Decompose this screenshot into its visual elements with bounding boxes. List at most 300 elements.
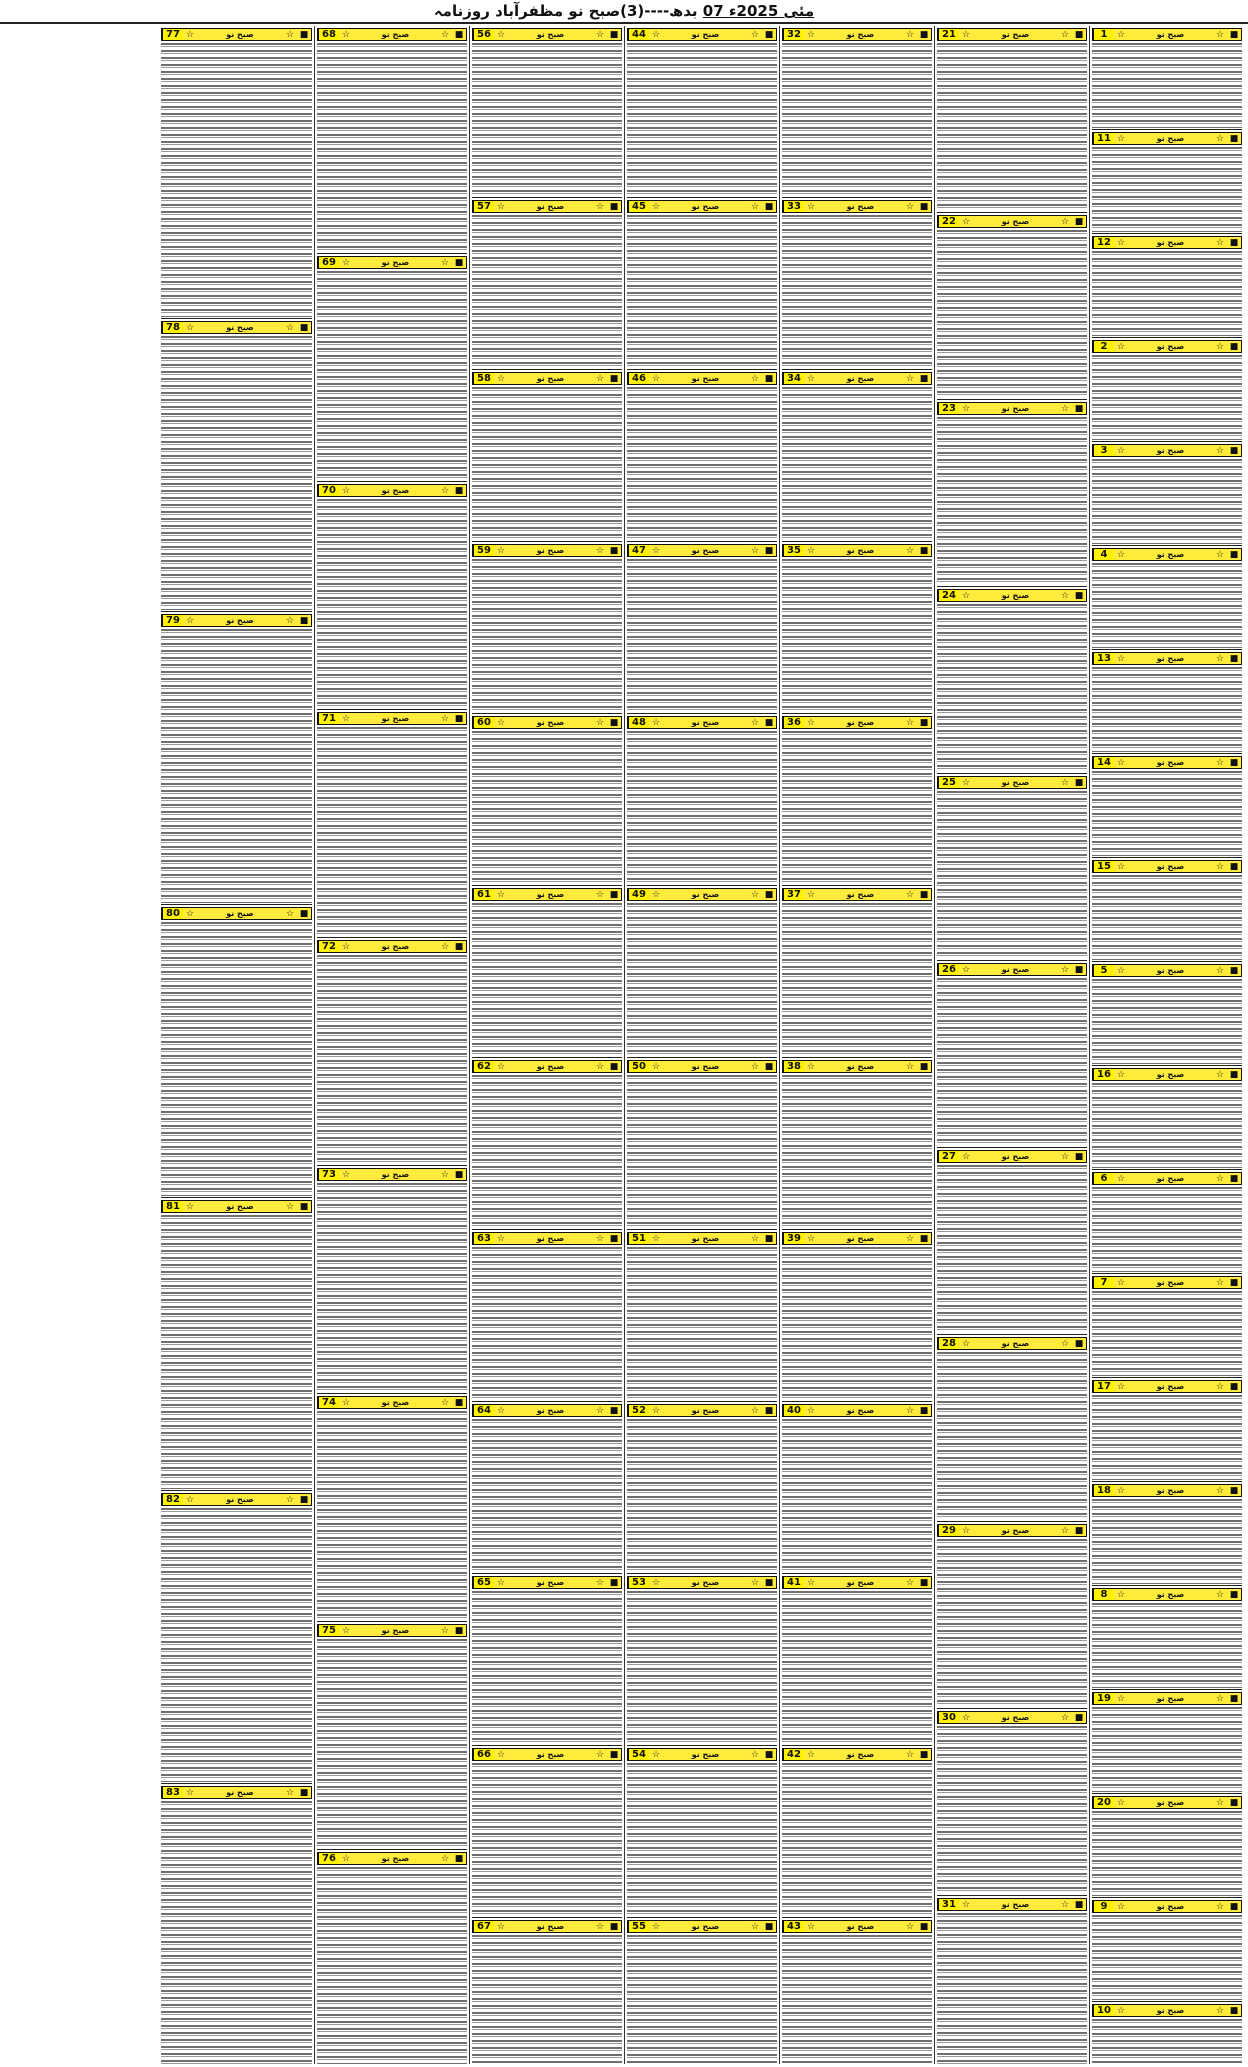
star-icon: ☆ xyxy=(750,1749,760,1760)
ad-header-label: صبح نو xyxy=(846,1578,875,1587)
ad-divider xyxy=(1092,1169,1242,1170)
ad-number-box xyxy=(472,888,622,901)
ad-number: 77 xyxy=(162,29,183,40)
star-icon: ☆ xyxy=(496,889,506,900)
star-icon: ☆ xyxy=(750,1233,760,1244)
ad-number: 3 xyxy=(1093,445,1114,456)
ad-divider xyxy=(782,1917,932,1918)
star-icon: ☆ xyxy=(341,1853,351,1864)
star-icon: ☆ xyxy=(595,545,605,556)
ad-header-label: صبح نو xyxy=(381,942,410,951)
star-icon: ☆ xyxy=(750,201,760,212)
ad-body-text xyxy=(472,559,622,712)
ad-number-box xyxy=(782,1576,932,1589)
ad-header-label: صبح نو xyxy=(1001,1713,1030,1722)
newspaper-logo-icon: ■ xyxy=(609,1749,619,1760)
ad-header-label: صبح نو xyxy=(1156,1902,1185,1911)
ad-divider xyxy=(161,318,312,319)
star-icon: ☆ xyxy=(961,1338,971,1349)
ad-header-label: صبح نو xyxy=(536,1578,565,1587)
ad-number-box xyxy=(627,716,777,729)
ad-divider xyxy=(1092,1065,1242,1066)
ad-number: 11 xyxy=(1093,133,1114,144)
ad-body-text xyxy=(937,978,1087,1146)
ad-body-text xyxy=(782,1935,932,2064)
ad-divider xyxy=(1092,2001,1242,2002)
star-icon: ☆ xyxy=(961,1712,971,1723)
ad-number-box xyxy=(472,1748,622,1761)
star-icon: ☆ xyxy=(595,1405,605,1416)
ad-number-box xyxy=(937,776,1087,789)
ad-number: 21 xyxy=(938,29,959,40)
ad-divider xyxy=(1092,1897,1242,1898)
star-icon: ☆ xyxy=(806,201,816,212)
ad-number-box xyxy=(782,28,932,41)
newspaper-logo-icon: ■ xyxy=(1229,1693,1239,1704)
ad-number-box xyxy=(317,484,467,497)
ad-number-box xyxy=(1092,236,1242,249)
ad-number: 9 xyxy=(1093,1901,1114,1912)
column-7 xyxy=(159,26,314,2064)
ad-header-label: صبح نو xyxy=(381,486,410,495)
ad-body-text xyxy=(1092,147,1242,232)
newspaper-logo-icon: ■ xyxy=(1074,216,1084,227)
ad-body-text xyxy=(782,43,932,196)
ad-header-label: صبح نو xyxy=(536,30,565,39)
ad-divider xyxy=(1092,1793,1242,1794)
star-icon: ☆ xyxy=(806,1921,816,1932)
star-icon: ☆ xyxy=(806,1233,816,1244)
ad-header-label: صبح نو xyxy=(381,1170,410,1179)
ad-number: 24 xyxy=(938,590,959,601)
star-icon: ☆ xyxy=(651,717,661,728)
star-icon: ☆ xyxy=(185,1494,195,1505)
ad-number: 65 xyxy=(473,1577,494,1588)
star-icon: ☆ xyxy=(595,201,605,212)
ad-header-label: صبح نو xyxy=(1156,550,1185,559)
ad-number-box xyxy=(937,1524,1087,1537)
ad-header-label: صبح نو xyxy=(1156,30,1185,39)
ad-body-text xyxy=(937,1913,1087,2064)
ad-divider xyxy=(782,369,932,370)
ad-divider xyxy=(937,1334,1087,1335)
newspaper-logo-icon: ■ xyxy=(1229,1381,1239,1392)
ad-header-label: صبح نو xyxy=(691,202,720,211)
ad-body-text xyxy=(472,903,622,1056)
star-icon: ☆ xyxy=(1215,29,1225,40)
ad-divider xyxy=(937,1521,1087,1522)
newspaper-logo-icon: ■ xyxy=(299,1494,309,1505)
ad-body-text xyxy=(161,336,312,610)
ad-number-box xyxy=(782,1748,932,1761)
newspaper-logo-icon: ■ xyxy=(299,1201,309,1212)
ad-number: 80 xyxy=(162,908,183,919)
star-icon: ☆ xyxy=(1215,757,1225,768)
ad-divider xyxy=(627,369,777,370)
ad-number: 70 xyxy=(318,485,339,496)
column-5 xyxy=(469,26,624,2064)
newspaper-logo-icon: ■ xyxy=(1229,1589,1239,1600)
ad-number-box xyxy=(627,1232,777,1245)
newspaper-logo-icon: ■ xyxy=(764,1921,774,1932)
ad-divider xyxy=(782,1745,932,1746)
star-icon: ☆ xyxy=(496,1749,506,1760)
ad-number: 82 xyxy=(162,1494,183,1505)
ad-divider xyxy=(472,885,622,886)
star-icon: ☆ xyxy=(595,1233,605,1244)
ad-body-text xyxy=(627,43,777,196)
star-icon: ☆ xyxy=(1215,1485,1225,1496)
star-icon: ☆ xyxy=(285,322,295,333)
ad-header-label: صبح نو xyxy=(846,718,875,727)
ad-body-text xyxy=(161,922,312,1196)
column-1 xyxy=(1089,26,1244,2064)
ad-divider xyxy=(472,1573,622,1574)
ad-divider xyxy=(317,1393,467,1394)
star-icon: ☆ xyxy=(496,373,506,384)
ad-number: 31 xyxy=(938,1899,959,1910)
ad-divider xyxy=(161,904,312,905)
star-icon: ☆ xyxy=(185,615,195,626)
star-icon: ☆ xyxy=(1215,965,1225,976)
newspaper-logo-icon: ■ xyxy=(454,1169,464,1180)
ad-body-text xyxy=(782,1419,932,1572)
ad-number-box xyxy=(937,402,1087,415)
ad-number-box xyxy=(472,28,622,41)
ad-number-box xyxy=(317,1624,467,1637)
ad-number: 52 xyxy=(628,1405,649,1416)
ad-number: 37 xyxy=(783,889,804,900)
newspaper-logo-icon: ■ xyxy=(299,615,309,626)
newspaper-logo-icon: ■ xyxy=(919,889,929,900)
ad-number: 66 xyxy=(473,1749,494,1760)
ad-divider xyxy=(317,1165,467,1166)
masthead-date: 07 مئی 2025ء xyxy=(702,2,815,20)
column-2 xyxy=(934,26,1089,2064)
star-icon: ☆ xyxy=(961,403,971,414)
masthead-city: صبح نو مظفرآباد xyxy=(495,2,621,20)
star-icon: ☆ xyxy=(961,29,971,40)
ad-number: 12 xyxy=(1093,237,1114,248)
ad-divider xyxy=(782,1229,932,1230)
ad-number-box xyxy=(937,1898,1087,1911)
ad-number-box xyxy=(782,716,932,729)
ad-body-text xyxy=(1092,2019,1242,2064)
ad-number-box xyxy=(1092,756,1242,769)
star-icon: ☆ xyxy=(905,1233,915,1244)
star-icon: ☆ xyxy=(651,201,661,212)
ad-number: 13 xyxy=(1093,653,1114,664)
newspaper-logo-icon: ■ xyxy=(299,908,309,919)
ad-body-text xyxy=(937,230,1087,398)
star-icon: ☆ xyxy=(1215,133,1225,144)
ad-body-text xyxy=(1092,355,1242,440)
star-icon: ☆ xyxy=(1116,1901,1126,1912)
ad-body-text xyxy=(317,499,467,708)
star-icon: ☆ xyxy=(961,216,971,227)
newspaper-logo-icon: ■ xyxy=(299,322,309,333)
star-icon: ☆ xyxy=(1060,1899,1070,1910)
ad-body-text xyxy=(472,1247,622,1400)
ad-number-box xyxy=(782,200,932,213)
ad-divider xyxy=(1092,1689,1242,1690)
star-icon: ☆ xyxy=(1116,1069,1126,1080)
newspaper-logo-icon: ■ xyxy=(609,201,619,212)
ad-number: 69 xyxy=(318,257,339,268)
ad-body-text xyxy=(782,215,932,368)
ad-divider xyxy=(627,885,777,886)
ad-divider xyxy=(627,1229,777,1230)
ad-body-text xyxy=(937,604,1087,772)
ad-number: 10 xyxy=(1093,2005,1114,2016)
newspaper-logo-icon: ■ xyxy=(1229,2005,1239,2016)
star-icon: ☆ xyxy=(1116,861,1126,872)
ad-body-text xyxy=(782,1763,932,1916)
ad-number-box xyxy=(161,28,312,41)
ad-body-text xyxy=(1092,1603,1242,1688)
newspaper-logo-icon: ■ xyxy=(454,941,464,952)
star-icon: ☆ xyxy=(905,1405,915,1416)
ad-number-box xyxy=(1092,1484,1242,1497)
ad-number-box xyxy=(472,200,622,213)
ad-header-label: صبح نو xyxy=(691,1234,720,1243)
ad-header-label: صبح نو xyxy=(226,1202,254,1211)
ad-number-box xyxy=(1092,1380,1242,1393)
ad-number-box xyxy=(937,963,1087,976)
ad-body-text xyxy=(627,1763,777,1916)
star-icon: ☆ xyxy=(1116,1381,1126,1392)
newspaper-logo-icon: ■ xyxy=(764,1233,774,1244)
star-icon: ☆ xyxy=(961,1525,971,1536)
newspaper-logo-icon: ■ xyxy=(299,29,309,40)
star-icon: ☆ xyxy=(905,1921,915,1932)
ad-divider xyxy=(1092,961,1242,962)
ad-header-label: صبح نو xyxy=(1156,342,1185,351)
ad-number-box xyxy=(1092,1276,1242,1289)
ad-body-text xyxy=(161,1215,312,1489)
ad-body-text xyxy=(472,387,622,540)
ad-header-label: صبح نو xyxy=(691,1062,720,1071)
ad-number: 34 xyxy=(783,373,804,384)
star-icon: ☆ xyxy=(595,29,605,40)
column-4 xyxy=(624,26,779,2064)
newspaper-logo-icon: ■ xyxy=(1229,757,1239,768)
ad-number: 79 xyxy=(162,615,183,626)
ad-number-box xyxy=(472,1232,622,1245)
ad-divider xyxy=(472,1917,622,1918)
ad-number-box xyxy=(317,1852,467,1865)
ad-number-box xyxy=(317,1168,467,1181)
masthead-prefix: روزنامہ xyxy=(433,2,490,20)
ad-number: 32 xyxy=(783,29,804,40)
ad-number: 49 xyxy=(628,889,649,900)
star-icon: ☆ xyxy=(961,777,971,788)
ad-body-text xyxy=(627,1591,777,1744)
star-icon: ☆ xyxy=(651,373,661,384)
ad-body-text xyxy=(472,731,622,884)
star-icon: ☆ xyxy=(961,1899,971,1910)
ad-header-label: صبح نو xyxy=(846,1234,875,1243)
ad-divider xyxy=(1092,441,1242,442)
ad-body-text xyxy=(937,1352,1087,1520)
ad-number-box xyxy=(937,589,1087,602)
newspaper-logo-icon: ■ xyxy=(609,1577,619,1588)
ad-body-text xyxy=(1092,563,1242,648)
ad-header-label: صبح نو xyxy=(846,890,875,899)
star-icon: ☆ xyxy=(1116,653,1126,664)
ad-divider xyxy=(1092,1273,1242,1274)
ad-body-text xyxy=(317,1411,467,1620)
ad-number: 15 xyxy=(1093,861,1114,872)
star-icon: ☆ xyxy=(285,1201,295,1212)
newspaper-logo-icon: ■ xyxy=(764,1749,774,1760)
ad-divider xyxy=(937,1147,1087,1148)
star-icon: ☆ xyxy=(440,941,450,952)
ad-divider xyxy=(937,773,1087,774)
ad-number-box xyxy=(472,1060,622,1073)
ad-number-box xyxy=(161,1200,312,1213)
star-icon: ☆ xyxy=(1116,1589,1126,1600)
ad-number-box xyxy=(782,888,932,901)
ad-divider xyxy=(472,1229,622,1230)
newspaper-logo-icon: ■ xyxy=(1074,1899,1084,1910)
newspaper-logo-icon: ■ xyxy=(764,373,774,384)
ad-body-text xyxy=(937,1726,1087,1894)
star-icon: ☆ xyxy=(750,717,760,728)
ad-header-label: صبح نو xyxy=(691,1406,720,1415)
star-icon: ☆ xyxy=(651,545,661,556)
ad-header-label: صبح نو xyxy=(1156,654,1185,663)
ad-number: 53 xyxy=(628,1577,649,1588)
star-icon: ☆ xyxy=(1060,590,1070,601)
newspaper-logo-icon: ■ xyxy=(764,717,774,728)
ad-header-label: صبح نو xyxy=(846,374,875,383)
ad-header-label: صبح نو xyxy=(846,1750,875,1759)
ad-header-label: صبح نو xyxy=(1001,778,1030,787)
ad-number-box xyxy=(627,1576,777,1589)
star-icon: ☆ xyxy=(440,1169,450,1180)
star-icon: ☆ xyxy=(750,1577,760,1588)
ad-number-box xyxy=(1092,1900,1242,1913)
newspaper-logo-icon: ■ xyxy=(764,201,774,212)
ad-body-text xyxy=(1092,1291,1242,1376)
ad-header-label: صبح نو xyxy=(1001,404,1030,413)
ad-number-box xyxy=(627,1060,777,1073)
ad-header-label: صبح نو xyxy=(226,323,254,332)
ad-number-box xyxy=(1092,860,1242,873)
ad-divider xyxy=(472,1745,622,1746)
star-icon: ☆ xyxy=(1215,341,1225,352)
star-icon: ☆ xyxy=(1116,1693,1126,1704)
star-icon: ☆ xyxy=(651,1749,661,1760)
newspaper-logo-icon: ■ xyxy=(919,201,929,212)
star-icon: ☆ xyxy=(1116,133,1126,144)
ad-divider xyxy=(472,541,622,542)
ad-divider xyxy=(937,1708,1087,1709)
ad-header-label: صبح نو xyxy=(1156,2006,1185,2015)
ad-divider xyxy=(1092,233,1242,234)
ad-header-label: صبح نو xyxy=(846,1922,875,1931)
ad-number-box xyxy=(1092,1172,1242,1185)
star-icon: ☆ xyxy=(1116,2005,1126,2016)
ad-header-label: صبح نو xyxy=(536,546,565,555)
star-icon: ☆ xyxy=(806,1749,816,1760)
ad-number-box xyxy=(782,1060,932,1073)
ad-header-label: صبح نو xyxy=(1001,1900,1030,1909)
ad-number: 59 xyxy=(473,545,494,556)
ad-divider xyxy=(472,713,622,714)
star-icon: ☆ xyxy=(595,1061,605,1072)
ad-divider xyxy=(1092,1377,1242,1378)
star-icon: ☆ xyxy=(806,1061,816,1072)
star-icon: ☆ xyxy=(496,1405,506,1416)
newspaper-logo-icon: ■ xyxy=(1229,133,1239,144)
star-icon: ☆ xyxy=(806,373,816,384)
star-icon: ☆ xyxy=(285,29,295,40)
star-icon: ☆ xyxy=(496,29,506,40)
ad-number: 39 xyxy=(783,1233,804,1244)
ad-body-text xyxy=(317,955,467,1164)
ad-divider xyxy=(627,541,777,542)
star-icon: ☆ xyxy=(496,545,506,556)
ad-header-label: صبح نو xyxy=(691,1922,720,1931)
newspaper-logo-icon: ■ xyxy=(1074,29,1084,40)
ad-divider xyxy=(627,1917,777,1918)
ad-body-text xyxy=(937,417,1087,585)
ad-header-label: صبح نو xyxy=(846,1406,875,1415)
newspaper-logo-icon: ■ xyxy=(609,1405,619,1416)
ad-number: 78 xyxy=(162,322,183,333)
ad-number-box xyxy=(472,372,622,385)
ad-number: 27 xyxy=(938,1151,959,1162)
ad-number-box xyxy=(782,372,932,385)
ad-header-label: صبح نو xyxy=(536,1750,565,1759)
newspaper-logo-icon: ■ xyxy=(1229,29,1239,40)
ad-number: 68 xyxy=(318,29,339,40)
newspaper-logo-icon: ■ xyxy=(609,889,619,900)
ad-number: 58 xyxy=(473,373,494,384)
ad-body-text xyxy=(1092,1707,1242,1792)
star-icon: ☆ xyxy=(806,545,816,556)
ad-body-text xyxy=(937,1539,1087,1707)
ad-divider xyxy=(1092,337,1242,338)
ad-body-text xyxy=(317,1867,467,2064)
ad-number: 61 xyxy=(473,889,494,900)
ad-number: 47 xyxy=(628,545,649,556)
star-icon: ☆ xyxy=(806,29,816,40)
ad-divider xyxy=(1092,857,1242,858)
ad-number-box xyxy=(317,1396,467,1409)
ad-number: 16 xyxy=(1093,1069,1114,1080)
star-icon: ☆ xyxy=(341,941,351,952)
ad-body-text xyxy=(1092,875,1242,960)
newspaper-logo-icon: ■ xyxy=(919,1405,929,1416)
newspaper-logo-icon: ■ xyxy=(1229,1797,1239,1808)
ad-divider xyxy=(782,1057,932,1058)
star-icon: ☆ xyxy=(1116,1277,1126,1288)
ad-number-box xyxy=(317,256,467,269)
ad-number-box xyxy=(627,1920,777,1933)
newspaper-logo-icon: ■ xyxy=(454,1625,464,1636)
ad-body-text xyxy=(317,727,467,936)
ad-number: 26 xyxy=(938,964,959,975)
star-icon: ☆ xyxy=(1060,1338,1070,1349)
ad-body-text xyxy=(317,271,467,480)
ad-body-text xyxy=(1092,1811,1242,1896)
ad-header-label: صبح نو xyxy=(226,1495,254,1504)
star-icon: ☆ xyxy=(341,257,351,268)
ad-number: 29 xyxy=(938,1525,959,1536)
